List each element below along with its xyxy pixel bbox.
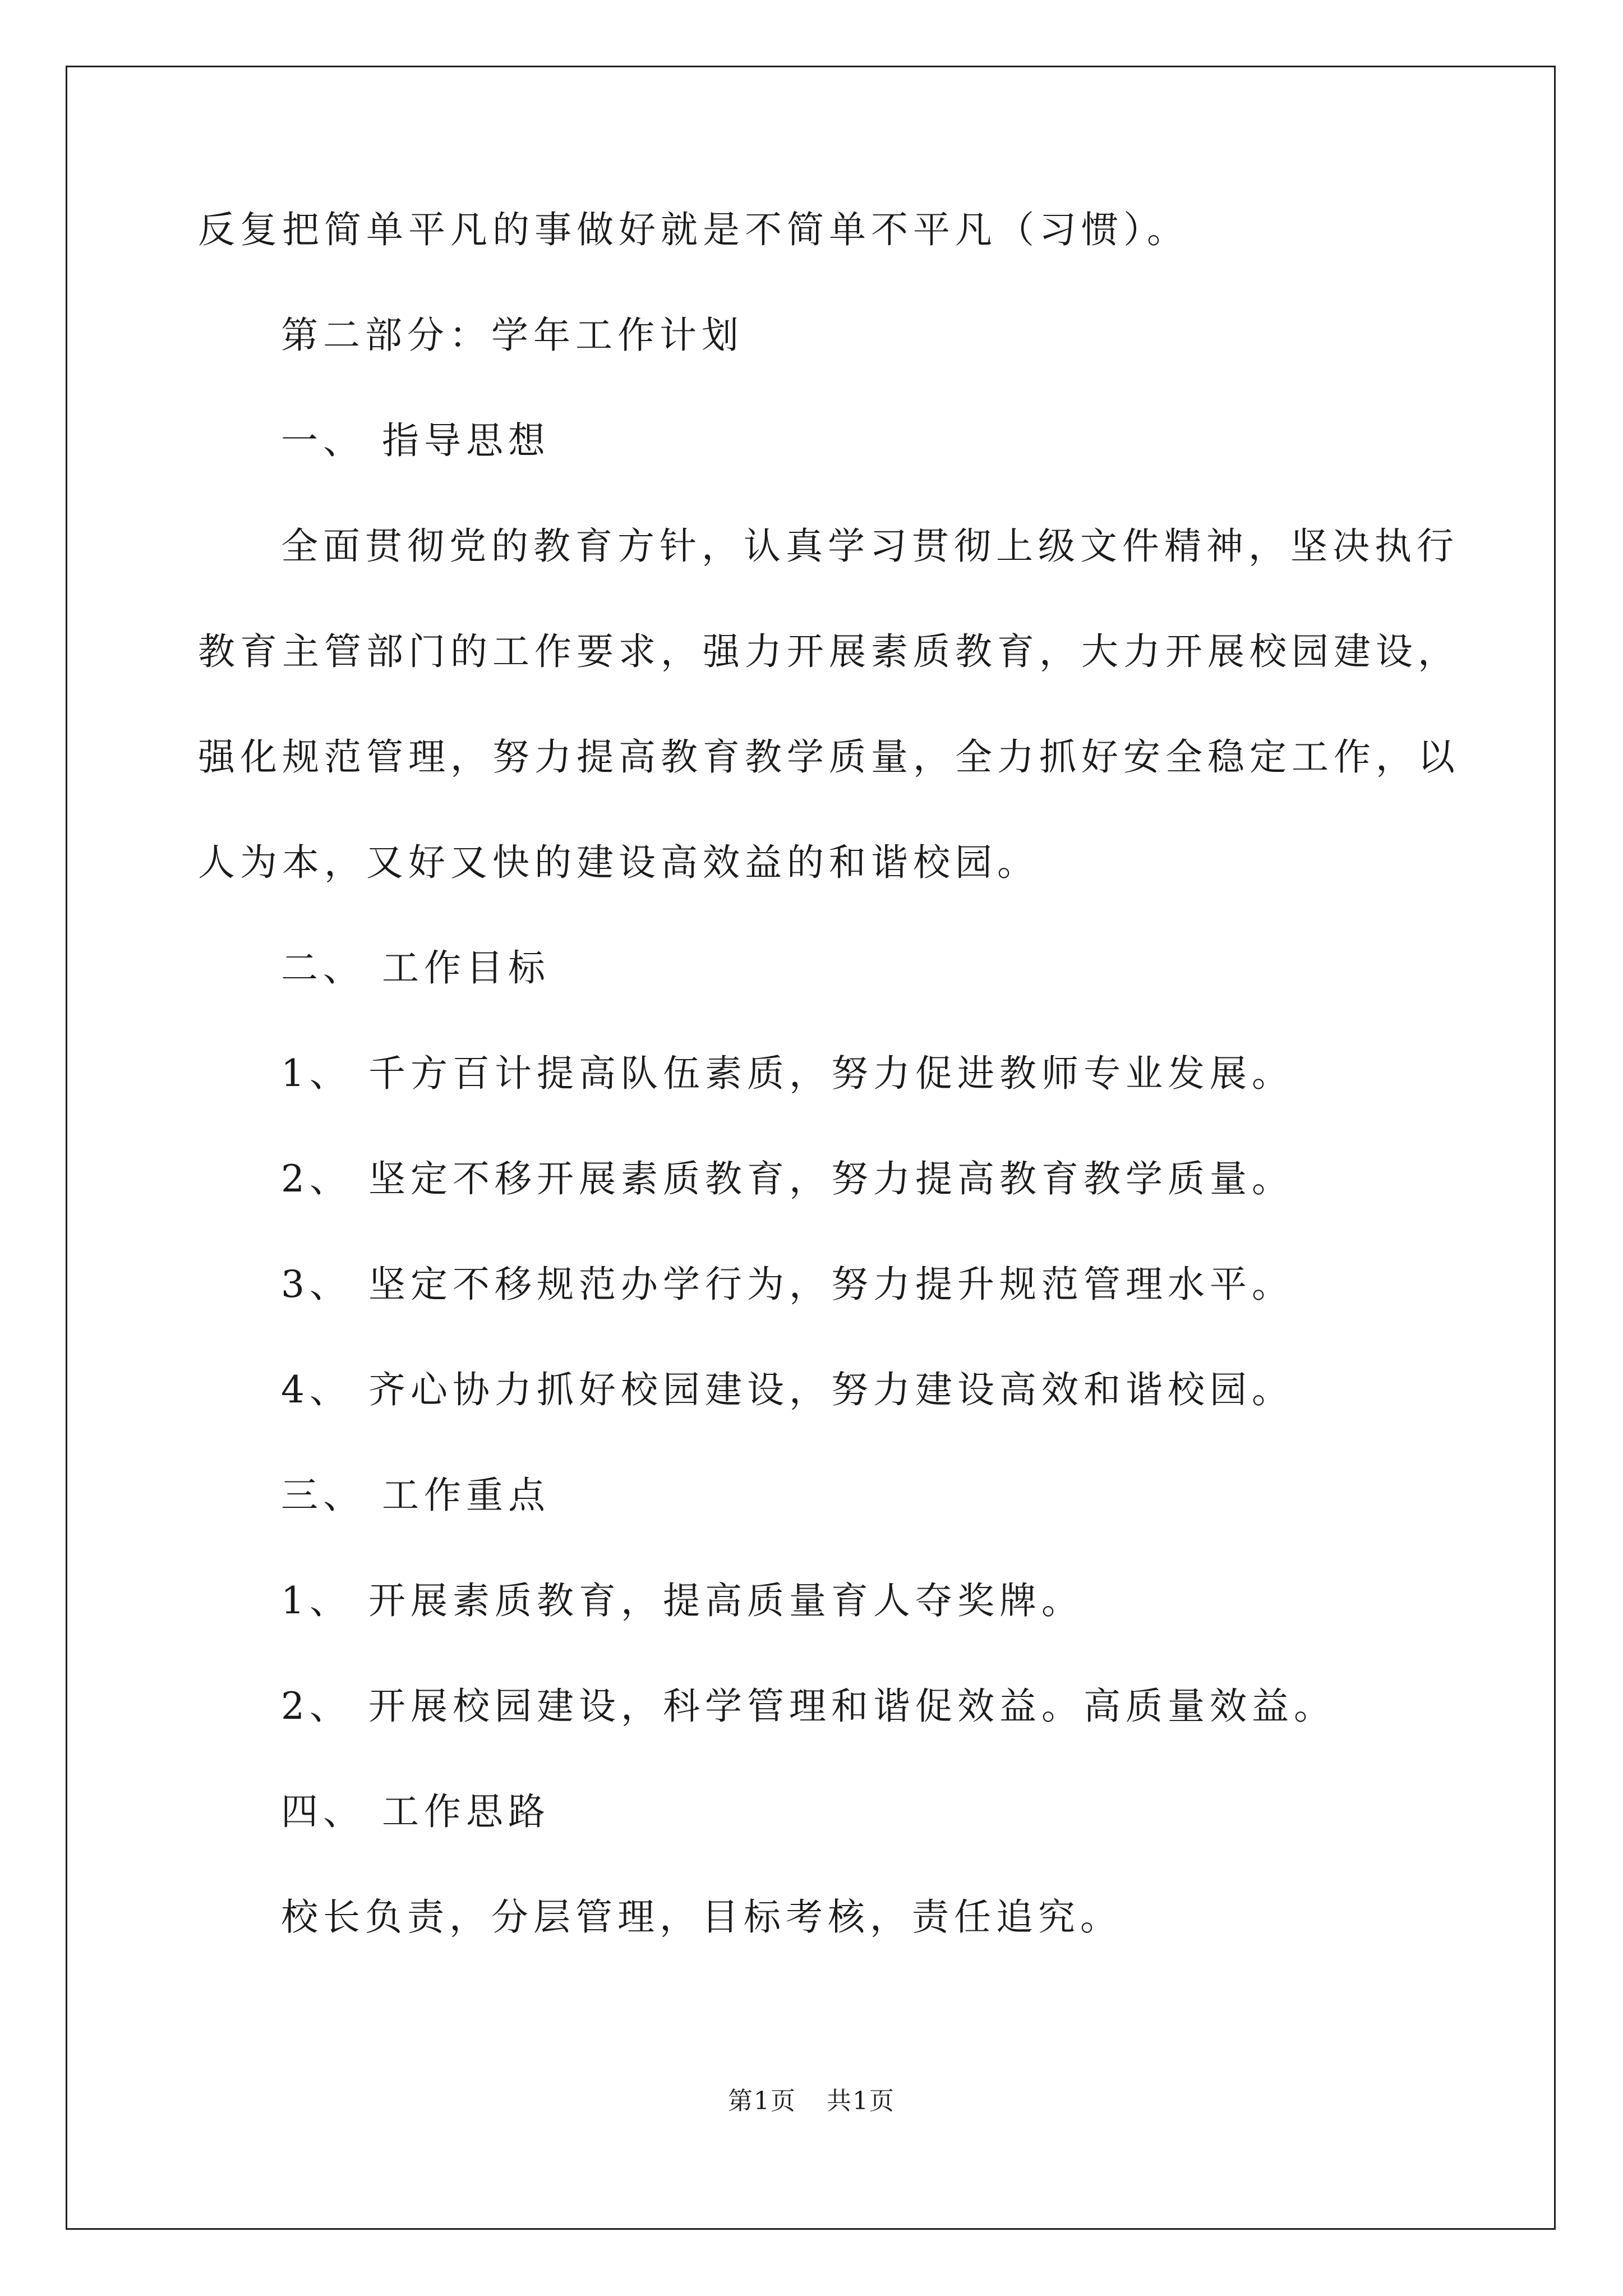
heading-work-focus: 三、 工作重点 [281, 1474, 550, 1517]
paragraph-line: 教育主管部门的工作要求，强力开展素质教育，大力开展校园建设， [198, 630, 1460, 673]
text-line: 反复把简单平凡的事做好就是不简单不平凡（习惯）。 [198, 208, 1189, 251]
page-total: 共1页 [827, 2087, 895, 2115]
list-item: 3、 坚定不移规范办学行为，努力提升规范管理水平。 [281, 1263, 1294, 1306]
list-item: 1、 开展素质教育，提高质量育人夺奖牌。 [281, 1579, 1083, 1622]
section-title: 第二部分：学年工作计划 [281, 314, 744, 357]
heading-guiding-ideology: 一、 指导思想 [281, 419, 550, 462]
list-item: 2、 开展校园建设，科学管理和谐促效益。高质量效益。 [281, 1685, 1336, 1728]
heading-work-approach: 四、 工作思路 [281, 1790, 550, 1833]
list-item: 1、 千方百计提高队伍素质，努力促进教师专业发展。 [281, 1052, 1294, 1095]
list-item: 4、 齐心协力抓好校园建设，努力建设高效和谐校园。 [281, 1368, 1294, 1411]
heading-work-goals: 二、 工作目标 [281, 946, 550, 990]
list-item: 2、 坚定不移开展素质教育，努力提高教育教学质量。 [281, 1157, 1294, 1200]
page-number: 第1页 [728, 2087, 796, 2115]
page-footer [0, 2086, 1623, 2117]
paragraph-line: 人为本，又好又快的建设高效益的和谐校园。 [198, 841, 1039, 884]
paragraph-line: 强化规范管理，努力提高教育教学质量，全力抓好安全稳定工作，以 [198, 735, 1460, 779]
paragraph-line: 全面贯彻党的教育方针，认真学习贯彻上级文件精神，坚决执行 [281, 524, 1459, 568]
paragraph-line: 校长负责，分层管理，目标考核，责任追究。 [281, 1895, 1122, 1939]
document-body [198, 208, 1460, 2000]
